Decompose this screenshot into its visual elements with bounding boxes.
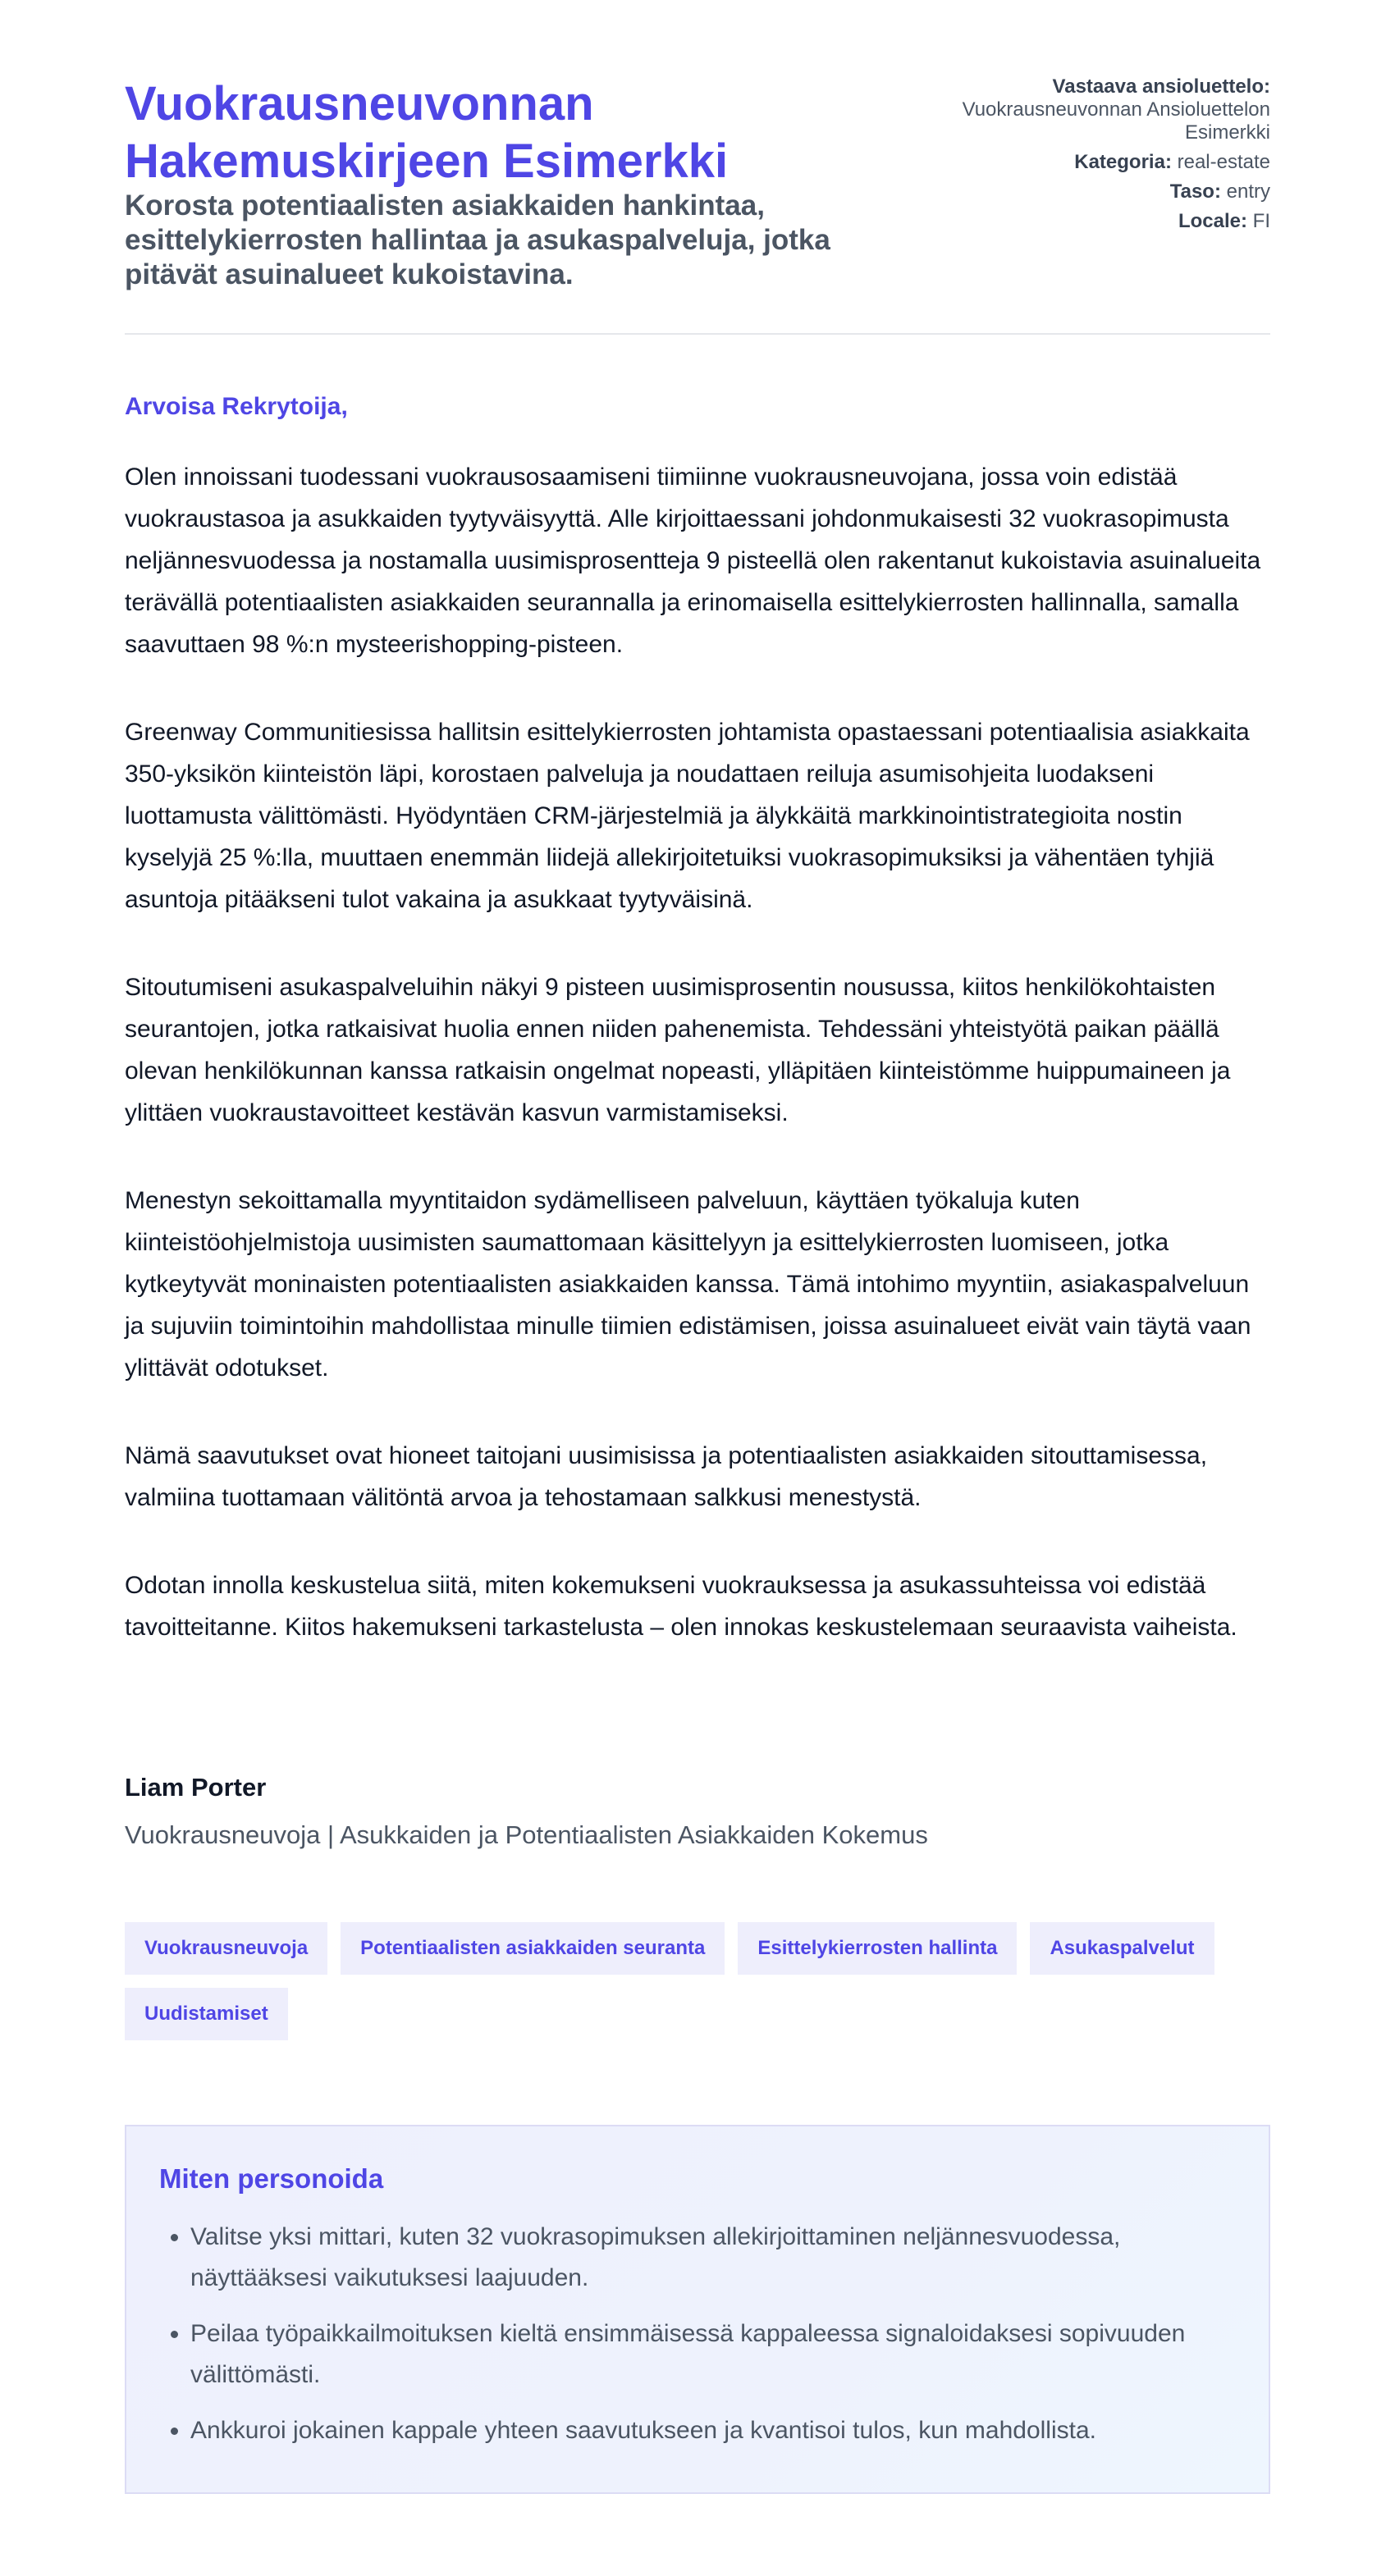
- tag-list: [125, 1922, 1270, 2040]
- meta-level-label: Taso:: [1169, 180, 1221, 203]
- tips-title: Miten personoida: [159, 2163, 384, 2194]
- letter-paragraph: Olen innoissani tuodessani vuokrausosaamiseni tiimiinne vuokrausneuvojana, jossa voin edistää vuokraustasoa ja asukkaiden tyytyväisyyttä. Alle kirjoittaessani johdonmukaisesti 32 vuokrasopimusta neljännesvuodessa ja nostamalla uusimisprosentteja 9 pisteellä olen rakentanut kukoistavia asuinalueita terävällä potentiaalisten asiakkaiden seurannalla ja erinomaisella esittelykierrosten hallinnalla, samalla saavuttaen 98 %:n mysteerishopping-pisteen.: [125, 464, 1261, 658]
- meta-locale: [926, 210, 1270, 233]
- letter-paragraph: Nämä saavutukset ovat hioneet taitojani uusimisissa ja potentiaalisten asiakkaiden sitouttamisessa, valmiina tuottamaan välitöntä arvoa ja tehostamaan salkkusi menestystä.: [125, 1442, 1208, 1511]
- personalize-tips-box: [125, 2125, 1270, 2494]
- letter-paragraph: Menestyn sekoittamalla myyntitaidon sydämelliseen palveluun, käyttäen työkaluja kuten kiinteistöohjelmistoja uusimisten saumattomaan käsittelyyn ja esittelykierrosten luomiseen, jotka kytkeytyvät moninaisten potentiaalisten asiakkaiden kanssa. Tämä intohimo myyntiin, asiakaspalveluun ja sujuviin toimintoihin mahdollistaa minulle tiimien edistämisen, joissa asuinalueet eivät vain täytä vaan ylittävät odotukset.: [125, 1187, 1251, 1382]
- signature-role: Vuokrausneuvoja | Asukkaiden ja Potentiaalisten Asiakkaiden Kokemus: [125, 1820, 928, 1849]
- meta-level: [926, 180, 1270, 203]
- meta-resume-value: Vuokrausneuvonnan Ansioluettelon Esimerkki: [962, 98, 1270, 144]
- letter-paragraph: Sitoutumiseni asukaspalveluihin näkyi 9 pisteen uusimisprosentin nousussa, kiitos henkilökohtaisten seurantojen, jotka ratkaisivat huolia ennen niiden pahenemista. Tehdessäni yhteistyötä paikan päällä olevan henkilökunnan kanssa ratkaisin ongelmat nopeasti, ylläpitäen kiinteistömme huippumaineen ja ylittäen vuokraustavoitteet kestävän kasvun varmistamiseksi.: [125, 974, 1231, 1126]
- tag-chip: Asukaspalvelut: [1030, 1922, 1214, 1975]
- tips-item: • Valitse yksi mittari, kuten 32 vuokrasopimuksen allekirjoittaminen neljännesvuodessa, näyttääksesi vaikutuksesi laajuuden.: [190, 2217, 1236, 2299]
- page-header: [125, 0, 1270, 335]
- tag-chip: Vuokrausneuvoja: [125, 1922, 327, 1975]
- tag-chip: Esittelykierrosten hallinta: [738, 1922, 1017, 1975]
- meta-resume: [926, 75, 1270, 144]
- letter-salutation: Arvoisa Rekrytoija,: [125, 393, 348, 420]
- signature-name: Liam Porter: [125, 1773, 267, 1802]
- letter-paragraph: Greenway Communitiesissa hallitsin esittelykierrosten johtamista opastaessani potentiaalisia asiakkaita 350-yksikön kiinteistön läpi, korostaen palveluja ja noudattaen reiluja asumisohjeita luodakseni luottamusta välittömästi. Hyödyntäen CRM-järjestelmiä ja älykkäitä markkinointistrategioita nostin kyselyjä 25 %:lla, muuttaen enemmän liidejä allekirjoitetuiksi vuokrasopimuksiksi ja vähentäen tyhjiä asuntoja pitääkseni tulot vakaina ja asukkaat tyytyväisinä.: [125, 719, 1250, 913]
- tag-chip: Uudistamiset: [125, 1988, 288, 2040]
- meta-locale-value: FI: [1252, 210, 1270, 232]
- meta-panel: [926, 75, 1270, 240]
- meta-resume-label: Vastaava ansioluettelo:: [1052, 75, 1270, 98]
- signature-block: [125, 1772, 928, 1851]
- meta-category-value: real-estate: [1177, 151, 1270, 173]
- page-title: Vuokrausneuvonnan Hakemuskirjeen Esimerkki: [125, 77, 729, 188]
- letter-body: [125, 456, 1270, 1694]
- tips-item: • Ankkuroi jokainen kappale yhteen saavutukseen ja kvantisoi tulos, kun mahdollista.: [190, 2410, 1236, 2451]
- tips-item: • Peilaa työpaikkailmoituksen kieltä ensimmäisessä kappaleessa signaloidaksesi sopivuuden välittömästi.: [190, 2313, 1236, 2396]
- tips-list: [159, 2217, 1236, 2451]
- page-subtitle: Korosta potentiaalisten asiakkaiden hankintaa, esittelykierrosten hallintaa ja asukaspalveluja, jotka pitävät asuinalueet kukoistavina.: [125, 190, 830, 290]
- meta-level-value: entry: [1226, 180, 1270, 203]
- tag-chip: Potentiaalisten asiakkaiden seuranta: [341, 1922, 725, 1975]
- meta-locale-label: Locale:: [1178, 210, 1247, 232]
- meta-category-label: Kategoria:: [1074, 151, 1172, 173]
- meta-category: [926, 151, 1270, 174]
- letter-paragraph: Odotan innolla keskustelua siitä, miten kokemukseni vuokrauksessa ja asukassuhteissa voi edistää tavoitteitanne. Kiitos hakemukseni tarkastelusta – olen innokas keskustelemaan seuraavista vaiheista.: [125, 1572, 1237, 1641]
